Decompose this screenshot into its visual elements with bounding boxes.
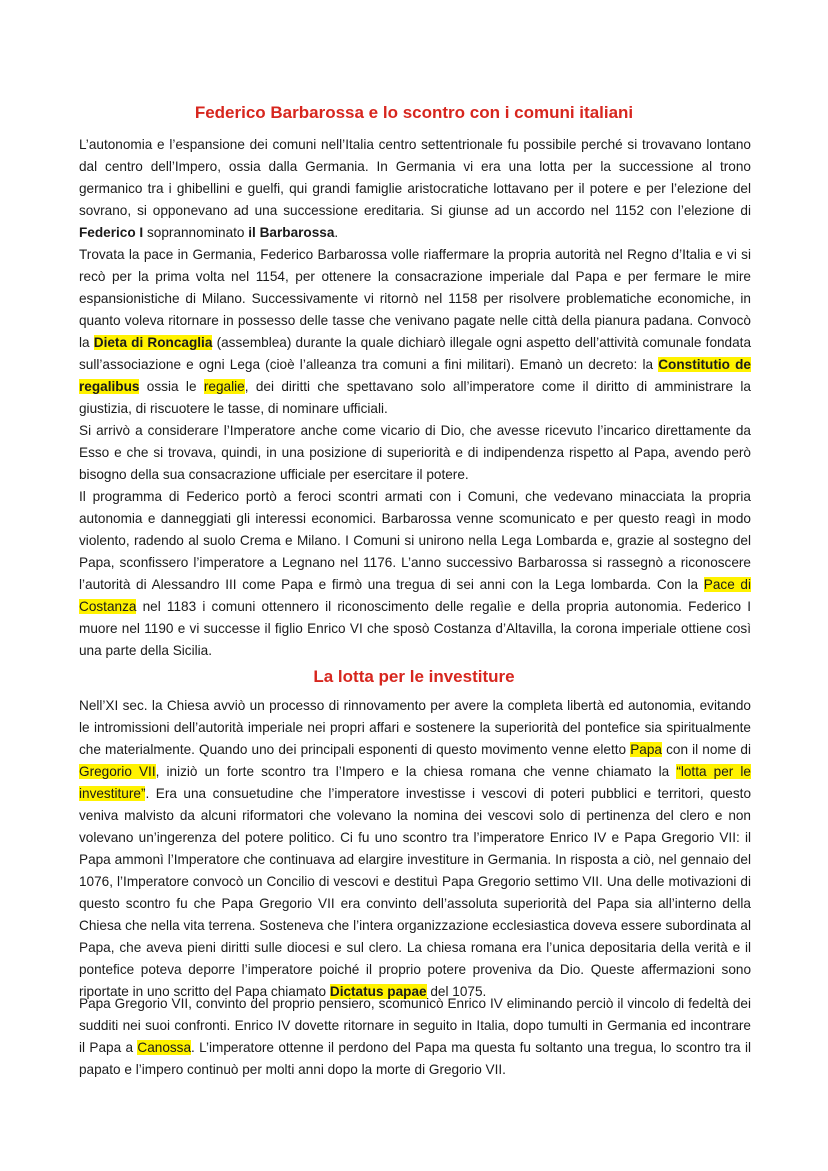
- text-run: (assemblea) durante la quale dichiarò illegale ogni aspetto dell’attività comunale fondata sull’associazione e ogni Lega (cioè l’alleanza tra comuni a fini militari). Emanò un decreto: la: [79, 335, 752, 372]
- text-run: nel 1183 i comuni ottennero il riconoscimento delle regalìe e della propria autonomia. Federico I muore nel 1190 e vi successe il figlio Enrico VI che sposò Costanza d’Altavilla, la corona imperiale ottiene così una parte della Sicilia.: [79, 599, 751, 658]
- highlight-dieta-di-roncaglia: Dieta di Roncaglia: [93, 335, 213, 350]
- text-run: del 1075.: [426, 984, 487, 999]
- text-run: ossia le: [139, 379, 204, 394]
- text-run: L’autonomia e l’espansione dei comuni nell’Italia centro settentrionale fu possibile perché si trovavano lontano dal centro dell’Impero, ossia dalla Germania. In Germania vi era una lotta per la successione al trono germanico tra i ghibellini e guelfi, qui grandi famiglie aristocratiche lottavano per il potere e per l’elezione del sovrano, si opponevano ad una successione ereditaria. Si giunse ad un accordo nel 1152 con l’elezione di: [79, 137, 751, 218]
- text-run: , iniziò un forte scontro tra l’Impero e la chiesa romana che venne chiamato la: [155, 764, 677, 779]
- bold-term-federico: Federico I: [79, 225, 144, 240]
- highlight-regalie: regalie: [203, 379, 245, 394]
- text-run: .: [334, 225, 339, 240]
- paragraph-1: [79, 134, 751, 244]
- highlight-canossa: Canossa: [137, 1040, 192, 1055]
- highlight-constitutio: Constitutio de regalibus: [79, 357, 751, 394]
- text-run: . L’imperatore ottenne il perdono del Papa ma questa fu soltanto una tregua, lo scontro tra il papato e l’impero continuò per molti anni dopo la morte di Gregorio VII.: [79, 1040, 751, 1077]
- text-run: con il nome di: [661, 742, 752, 757]
- paragraph-3: Si arrivò a considerare l’Imperatore anche come vicario di Dio, che avesse ricevuto l’incarico direttamente da Esso e che si trovava, quindi, in una posizione di superiorità e di indipendenza rispetto al Papa, avendo però bisogno della sua consacrazione ufficiale per esercitare il potere.: [79, 423, 751, 482]
- paragraph-6: [79, 993, 751, 1081]
- section-title-investiture: La lotta per le investiture: [313, 667, 515, 686]
- text-run: Papa Gregorio VII, convinto del proprio pensiero, scomunicò Enrico IV eliminando perciò il vincolo di fedeltà dei sudditi nei suoi confronti. Enrico IV dovette ritornare in seguito in Italia, dopo tumulti in Germania ed incontrare il Papa a: [79, 996, 751, 1055]
- highlight-lotta-per-le-investiture: “lotta per le investiture”: [79, 764, 751, 801]
- highlight-dictatus-papae: Dictatus papae: [329, 984, 427, 999]
- paragraph-5: [79, 695, 751, 1003]
- text-run: Trovata la pace in Germania, Federico Barbarossa volle riaffermare la propria autorità nel Regno d’Italia e vi si recò per la prima volta nel 1154, per ottenere la consacrazione imperiale dal Papa e per fermare le mire espansionistiche di Milano. Successivamente vi ritornò nel 1158 per risolvere problematiche economiche, in quanto voleva ritornare in possesso delle tasse che venivano pagate nelle città della pianura padana. Convocò la: [79, 247, 751, 350]
- paragraph-2: [79, 244, 751, 420]
- text-run: , dei diritti che spettavano solo all’imperatore come il diritto di amministrare la giustizia, di riscuotere le tasse, di nominare ufficiali.: [79, 379, 751, 416]
- paragraph-4: [79, 486, 751, 662]
- text-run: soprannominato: [143, 225, 249, 240]
- text-run: Il programma di Federico portò a feroci scontri armati con i Comuni, che vedevano minacciata la propria autonomia e danneggiati gli interessi economici. Barbarossa venne scomunicato e per questo reagì in modo violento, radendo al suolo Crema e Milano. I Comuni si unirono nella Lega Lombarda e, grazie al sostegno del Papa, sconfissero l’imperatore a Legnano nel 1176. L’anno successivo Barbarossa si rassegnò a riconoscere l’autorità di Alessandro III come Papa e firmò una tregua di sei anni con la Lega lombarda. Con la: [79, 489, 751, 592]
- section-title-barbarossa: Federico Barbarossa e lo scontro con i comuni italiani: [194, 103, 634, 122]
- bold-term-barbarossa: il Barbarossa: [248, 225, 335, 240]
- text-run: . Era una consuetudine che l’imperatore investisse i vescovi di poteri pubblici e territori, questo veniva malvisto da alcuni riformatori che volevano la nomina dei vescovi solo di pertinenza del clero e non volevano un’ingerenza del potere politico. Ci fu uno scontro tra l’imperatore Enrico IV e Papa Gregorio VII: il Papa ammonì l’Imperatore che continuava ad elargire investiture in Germania. In risposta a ciò, nel gennaio del 1076, l’Imperatore convocò un Concilio di vescovi e destituì Papa Gregorio settimo VII. Una delle motivazioni di questo scontro fu che Papa Gregorio VII era convinto dell’assoluta superiorità del Papa sia all’interno della Chiesa che nella vita terrena. Sosteneva che l’intera organizzazione ecclesiastica doveva essere subordinata al Papa, che aveva pieni diritti sulle diocesi e sul clero. La chiesa romana era l’unica depositaria della verità e il pontefice poteva deporre l’imperatore poiché il proprio potere proveniva da Dio. Queste affermazioni sono riportate in uno scritto del Papa chiamato: [79, 786, 751, 999]
- highlight-pace-di-costanza: Pace di Costanza: [79, 577, 752, 614]
- highlight-papa: Papa: [630, 742, 662, 757]
- highlight-gregorio-vii: Gregorio VII: [79, 764, 156, 779]
- text-run: Nell’XI sec. la Chiesa avviò un processo di rinnovamento per avere la completa libertà ed autonomia, evitando le intromissioni dell’autorità imperiale nei propri affari e sostenere la superiorità del pontefice sia spiritualmente che materialmente. Quando uno dei principali esponenti di questo movimento venne eletto: [79, 698, 751, 757]
